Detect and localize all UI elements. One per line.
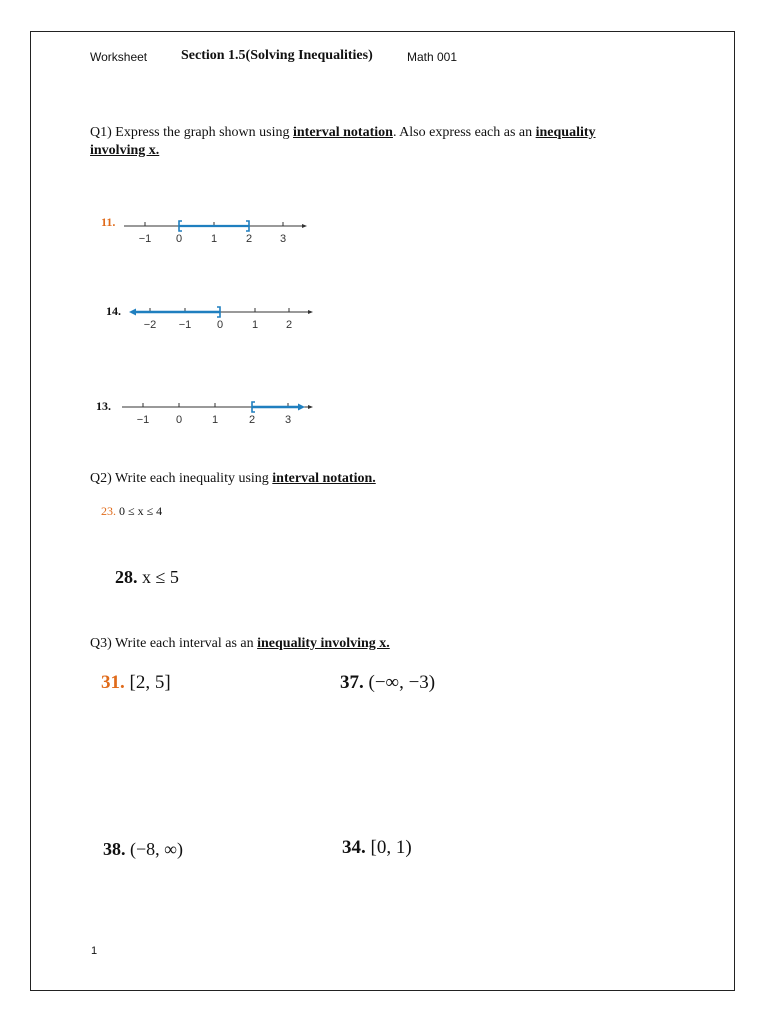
item-expression: [0, 1)	[370, 837, 412, 858]
tick-label: 2	[285, 319, 293, 331]
header-title: Section 1.5(Solving Inequalities)	[181, 48, 373, 63]
numberline-14-label: 14.	[106, 304, 121, 318]
header-right: Math 001	[407, 50, 458, 64]
q1-term-inequality: inequality	[535, 125, 596, 140]
tick-label: 3	[279, 233, 287, 245]
tick-label: 2	[248, 414, 256, 426]
tick-label: 3	[284, 414, 292, 426]
q1-prefix: Q1) Express the graph shown using	[90, 125, 293, 140]
arrow-right-icon	[308, 310, 313, 314]
tick-label: 0	[175, 233, 183, 245]
item-number: 31.	[101, 672, 125, 693]
q1-term-interval: interval notation	[292, 125, 393, 140]
q3-prefix: Q3) Write each interval as an	[90, 636, 258, 651]
item-expression: [2, 5]	[129, 672, 171, 693]
arrow-right-icon	[308, 405, 313, 409]
tick-label: 0	[216, 319, 224, 331]
tick-label: −1	[138, 233, 152, 245]
q3-item-37	[340, 672, 435, 694]
arrow-right-icon	[298, 404, 305, 411]
q1-middle: . Also express each as an	[392, 125, 536, 140]
item-expression: x ≤ 5	[142, 567, 179, 587]
numberline-13-label: 13.	[96, 399, 111, 413]
item-expression: 0 ≤ x ≤ 4	[119, 504, 163, 518]
item-number: 38.	[103, 839, 126, 859]
numberline-11	[121, 212, 311, 246]
tick-label: 2	[245, 233, 253, 245]
q3-item-31	[101, 672, 171, 694]
q1-line1	[90, 124, 596, 141]
q1-line2	[90, 142, 159, 159]
tick-label: 1	[211, 414, 219, 426]
page-number: 1	[91, 945, 98, 957]
q2-item-23	[101, 504, 162, 519]
q3-item-38	[103, 839, 183, 860]
q2-line	[90, 470, 376, 487]
arrow-right-icon	[302, 224, 307, 228]
worksheet-page	[30, 31, 735, 991]
item-number: 37.	[340, 672, 364, 693]
item-number: 23.	[101, 504, 116, 518]
item-number: 28.	[115, 567, 138, 587]
q2-prefix: Q2) Write each inequality using	[90, 471, 273, 486]
numberline-13	[119, 393, 319, 427]
tick-label: −2	[143, 319, 157, 331]
q3-term: inequality involving x.	[257, 636, 390, 651]
tick-label: −1	[178, 319, 192, 331]
arrow-left-icon	[129, 309, 136, 316]
q3-item-34	[342, 837, 412, 859]
tick-label: 0	[175, 414, 183, 426]
header-left: Worksheet	[90, 50, 148, 64]
tick-label: 1	[251, 319, 259, 331]
q3-line	[90, 635, 390, 652]
q2-term: interval notation.	[272, 471, 376, 486]
tick-label: −1	[136, 414, 150, 426]
q2-item-28	[115, 567, 179, 588]
item-expression: (−∞, −3)	[368, 672, 436, 693]
numberline-14	[127, 298, 317, 332]
item-number: 34.	[342, 837, 366, 858]
numberline-11-label: 11.	[101, 215, 116, 229]
q1-term-involving: involving x.	[90, 143, 160, 158]
item-expression: (−8, ∞)	[130, 839, 183, 859]
tick-label: 1	[210, 233, 218, 245]
